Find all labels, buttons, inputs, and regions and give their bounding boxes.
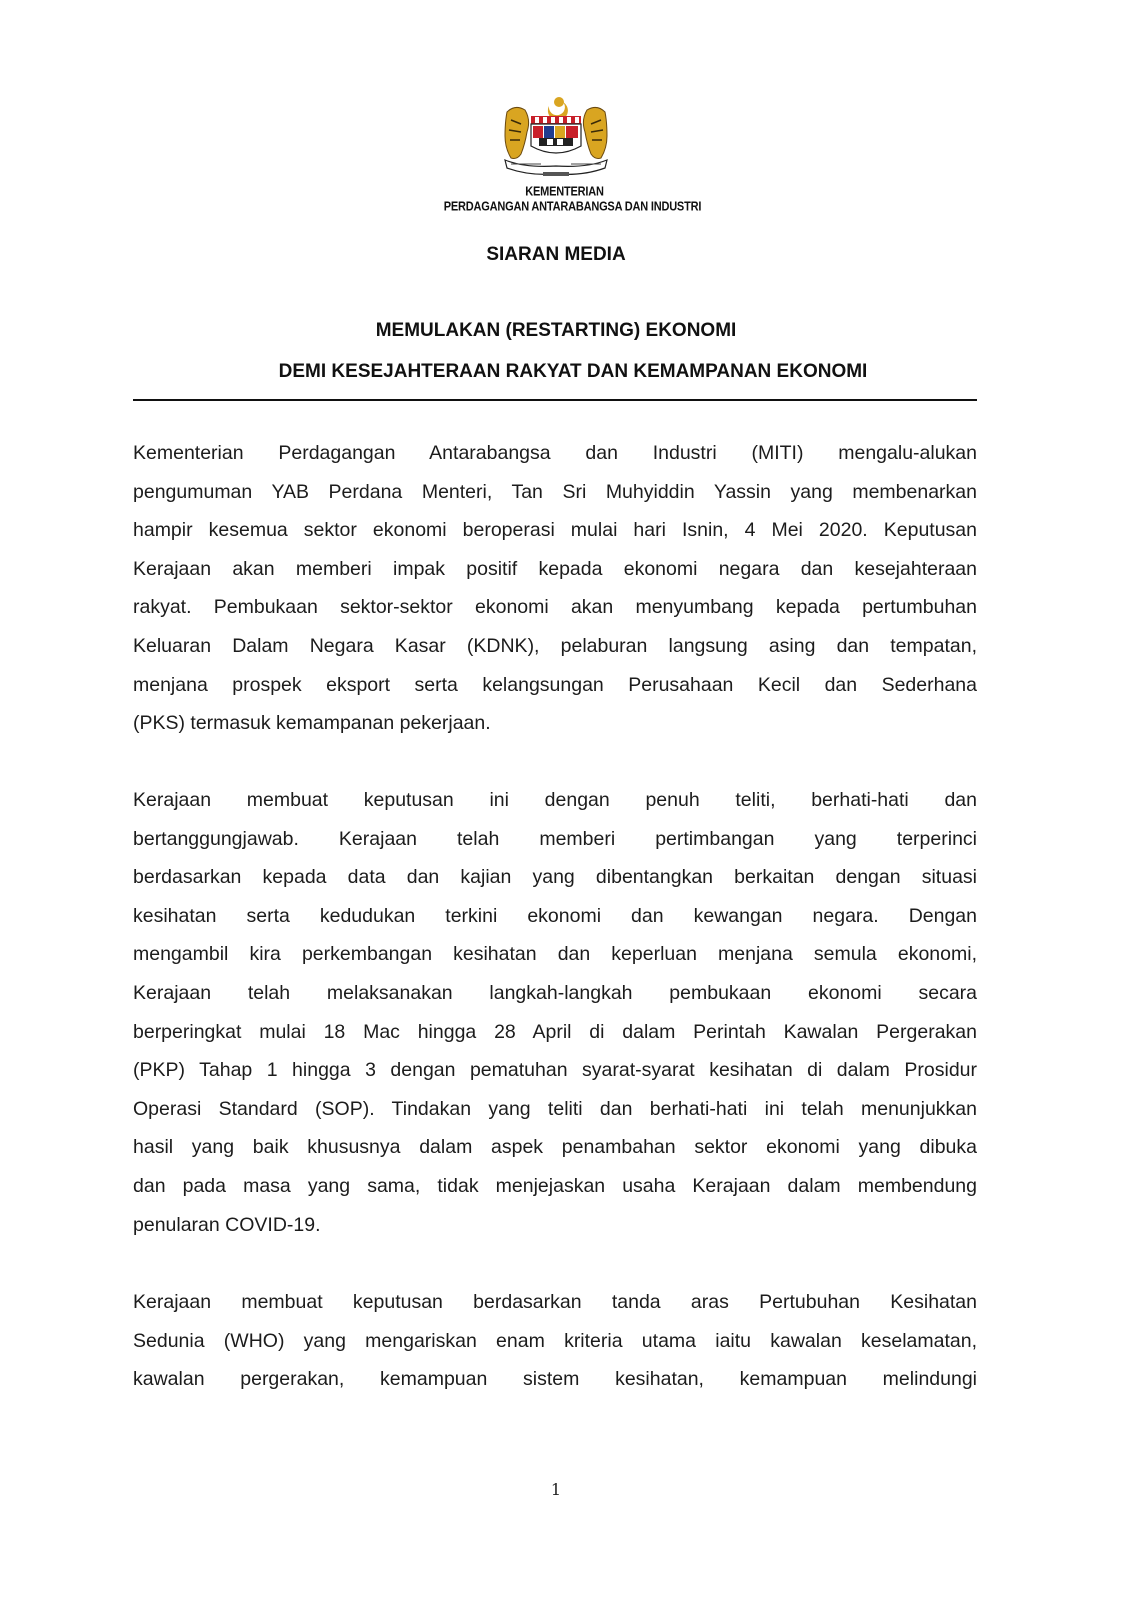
paragraph-line: (PKP) Tahap 1 hingga 3 dengan pematuhan syarat-syarat kesihatan di dalam Prosidur	[133, 1059, 977, 1082]
paragraph-line: pengumuman YAB Perdana Menteri, Tan Sri Muhyiddin Yassin yang membenarkan	[133, 480, 977, 503]
paragraph-line: dan pada masa yang sama, tidak menjejaskan usaha Kerajaan dalam membendung	[133, 1174, 977, 1197]
document-title-line1: MEMULAKAN (RESTARTING) EKONOMI	[375, 320, 737, 341]
paragraph-line: Kementerian Perdagangan Antarabangsa dan Industri (MITI) mengalu-alukan	[133, 442, 977, 464]
paragraph-line: Kerajaan membuat keputusan berdasarkan tanda aras Pertubuhan Kesihatan	[133, 1291, 977, 1313]
paragraph-line: Operasi Standard (SOP). Tindakan yang teliti dan berhati-hati ini telah menunjukkan	[133, 1097, 977, 1120]
paragraph-line: Keluaran Dalam Negara Kasar (KDNK), pelaburan langsung asing dan tempatan,	[133, 634, 977, 657]
page-number: 1	[550, 1480, 562, 1499]
paragraph-line: hasil yang baik khususnya dalam aspek penambahan sektor ekonomi yang dibuka	[133, 1136, 977, 1159]
paragraph-line: kawalan pergerakan, kemampuan sistem kesihatan, kemampuan melindungi	[133, 1368, 977, 1391]
malaysia-coat-of-arms-icon	[497, 92, 615, 184]
document-title-line2: DEMI KESEJAHTERAAN RAKYAT DAN KEMAMPANAN EKONOMI	[278, 361, 868, 382]
paragraph-line: Sedunia (WHO) yang mengariskan enam kriteria utama iaitu kawalan keselamatan,	[133, 1329, 977, 1352]
paragraph-line: Kerajaan membuat keputusan ini dengan penuh teliti, berhati-hati dan	[133, 789, 977, 811]
paragraph-3	[133, 1283, 977, 1399]
paragraph-line: penularan COVID-19.	[133, 1213, 321, 1236]
paragraph-line: rakyat. Pembukaan sektor-sektor ekonomi akan menyumbang kepada pertumbuhan	[133, 596, 977, 619]
paragraph-line: menjana prospek eksport serta kelangsungan Perusahaan Kecil dan Sederhana	[133, 673, 977, 696]
release-type-heading: SIARAN MEDIA	[486, 244, 626, 265]
ministry-name-line2: PERDAGANGAN ANTARABANGSA DAN INDUSTRI	[443, 200, 702, 214]
paragraph-line: kesihatan serta kedudukan terkini ekonomi dan kewangan negara. Dengan	[133, 904, 977, 927]
ministry-name-line1: KEMENTERIAN	[525, 185, 604, 199]
title-divider	[133, 399, 977, 401]
paragraph-line: Kerajaan akan memberi impak positif kepada ekonomi negara dan kesejahteraan	[133, 557, 977, 580]
paragraph-line: berperingkat mulai 18 Mac hingga 28 April di dalam Perintah Kawalan Pergerakan	[133, 1020, 977, 1043]
paragraph-2	[133, 781, 977, 1244]
paragraph-line: Kerajaan telah melaksanakan langkah-langkah pembukaan ekonomi secara	[133, 981, 977, 1004]
paragraph-line: mengambil kira perkembangan kesihatan dan keperluan menjana semula ekonomi,	[133, 943, 977, 966]
paragraph-line: bertanggungjawab. Kerajaan telah memberi pertimbangan yang terperinci	[133, 827, 977, 850]
paragraph-line: (PKS) termasuk kemampanan pekerjaan.	[133, 712, 491, 735]
paragraph-1	[133, 434, 977, 743]
paragraph-line: hampir kesemua sektor ekonomi beroperasi mulai hari Isnin, 4 Mei 2020. Keputusan	[133, 519, 977, 542]
paragraph-line: berdasarkan kepada data dan kajian yang dibentangkan berkaitan dengan situasi	[133, 866, 977, 889]
